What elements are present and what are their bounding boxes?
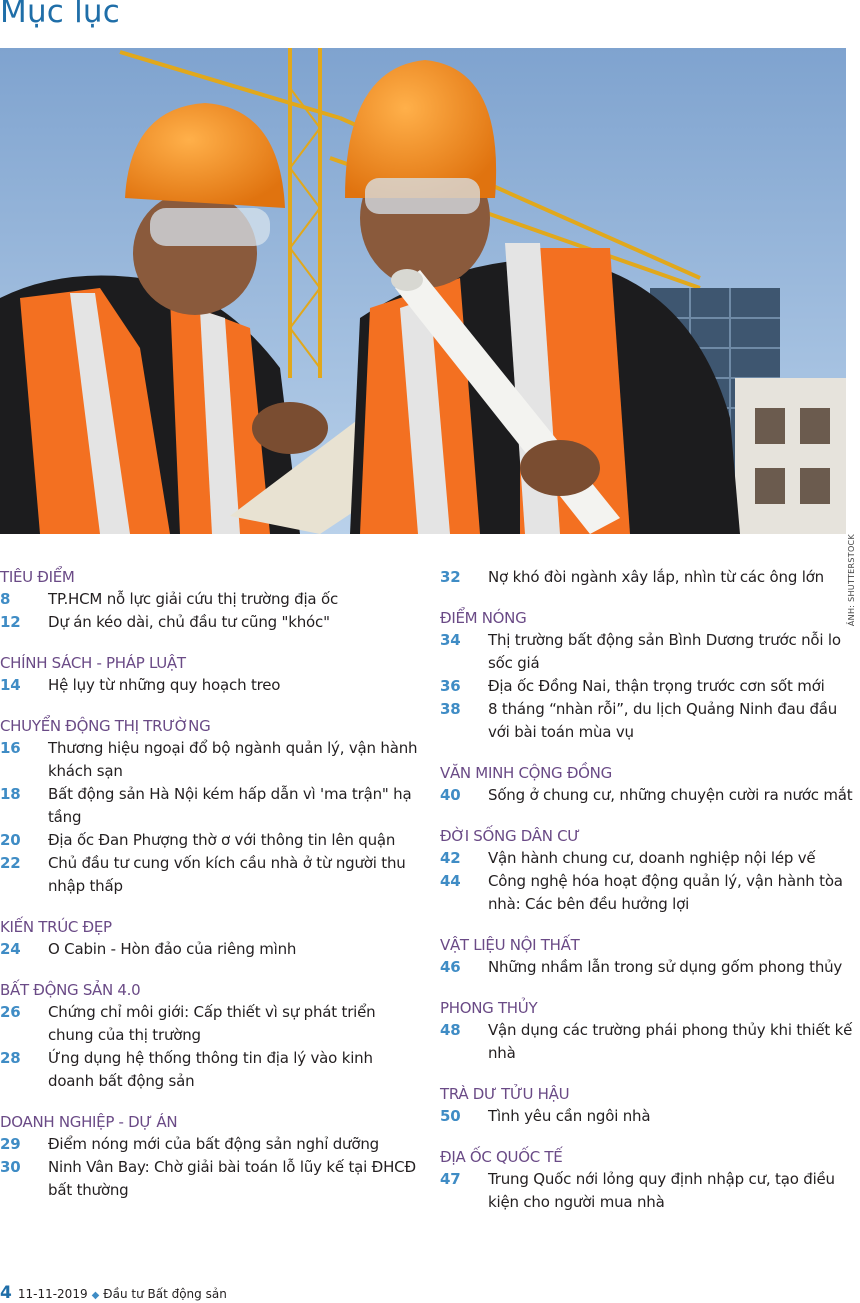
toc-entry[interactable] [0, 1156, 420, 1202]
page-number: 36 [440, 677, 461, 695]
section-title: TIÊU ĐIỂM [0, 568, 75, 586]
toc-entry[interactable] [0, 588, 420, 611]
page-number: 20 [0, 831, 21, 849]
diamond-icon: ◆ [91, 1290, 100, 1301]
article-title: Trung Quốc nới lỏng quy định nhập cư, tạo điều kiện cho người mua nhà [488, 1170, 835, 1211]
toc-entry[interactable] [440, 784, 860, 807]
toc-entry[interactable] [440, 1019, 860, 1065]
page-number: 50 [440, 1107, 461, 1125]
page-number: 46 [440, 958, 461, 976]
toc-section [440, 566, 860, 589]
page-number: 47 [440, 1170, 461, 1188]
page-number: 12 [0, 613, 21, 631]
toc-entry[interactable] [0, 1001, 420, 1047]
footer-magazine-name: Đầu tư Bất động sản [103, 1287, 227, 1301]
toc-entry[interactable] [0, 938, 420, 961]
page-number: 30 [0, 1158, 21, 1176]
section-title: TRÀ DƯ TỬU HẬU [440, 1085, 570, 1103]
footer-page-number: 4 [0, 1283, 12, 1303]
section-title: ĐỜI SỐNG DÂN CƯ [440, 827, 580, 845]
toc-left-column [0, 566, 420, 1220]
page-number: 42 [440, 849, 461, 867]
toc-entry[interactable] [0, 611, 420, 634]
article-title: Thương hiệu ngoại đổ bộ ngành quản lý, vận hành khách sạn [48, 739, 418, 780]
section-title: PHONG THỦY [440, 999, 538, 1017]
toc-section [440, 825, 860, 916]
toc-section [0, 652, 420, 697]
page-number: 22 [0, 854, 21, 872]
toc-entry[interactable] [440, 675, 860, 698]
toc-entry[interactable] [440, 956, 860, 979]
toc-section [440, 1146, 860, 1214]
toc-section [0, 979, 420, 1093]
article-title: Địa ốc Đan Phượng thờ ơ với thông tin lên quận [48, 831, 396, 849]
page-number: 32 [440, 568, 461, 586]
article-title: Công nghệ hóa hoạt động quản lý, vận hành tòa nhà: Các bên đều hưởng lợi [488, 872, 843, 913]
page-title: Mục lục [0, 0, 120, 30]
article-title: Thị trường bất động sản Bình Dương trước nỗi lo sốc giá [488, 631, 841, 672]
toc-entry[interactable] [440, 1168, 860, 1214]
article-title: Vận hành chung cư, doanh nghiệp nội lép vế [488, 849, 816, 867]
toc-entry[interactable] [0, 674, 420, 697]
article-title: Chủ đầu tư cung vốn kích cầu nhà ở từ người thu nhập thấp [48, 854, 406, 895]
toc-section [440, 934, 860, 979]
toc-entry[interactable] [0, 852, 420, 898]
article-title: Tình yêu cần ngôi nhà [488, 1107, 651, 1125]
section-title: CHÍNH SÁCH - PHÁP LUẬT [0, 654, 186, 672]
article-title: Sống ở chung cư, những chuyện cười ra nước mắt [488, 786, 853, 804]
toc-section [440, 607, 860, 744]
page-number: 16 [0, 739, 21, 757]
footer-date: 11-11-2019 [17, 1287, 88, 1301]
article-title: Những nhầm lẫn trong sử dụng gốm phong thủy [488, 958, 843, 976]
page-number: 44 [440, 872, 461, 890]
article-title: Dự án kéo dài, chủ đầu tư cũng "khóc" [48, 613, 330, 631]
page-number: 26 [0, 1003, 21, 1021]
section-title: ĐIỂM NÓNG [440, 609, 527, 627]
page-number: 38 [440, 700, 461, 718]
article-title: TP.HCM nỗ lực giải cứu thị trường địa ốc [48, 590, 339, 608]
toc-section [0, 566, 420, 634]
page-number: 40 [440, 786, 461, 804]
section-title: ĐỊA ỐC QUỐC TẾ [440, 1148, 563, 1166]
page-number: 29 [0, 1135, 21, 1153]
toc-section [440, 997, 860, 1065]
toc-entry[interactable] [440, 629, 860, 675]
page-number: 34 [440, 631, 461, 649]
section-title: CHUYỂN ĐỘNG THỊ TRƯỜNG [0, 717, 211, 735]
toc-entry[interactable] [0, 829, 420, 852]
article-title: O Cabin - Hòn đảo của riêng mình [48, 940, 297, 958]
toc-section [0, 916, 420, 961]
toc-section [0, 1111, 420, 1202]
article-title: Ứng dụng hệ thống thông tin địa lý vào kinh doanh bất động sản [48, 1049, 373, 1090]
toc-section [440, 1083, 860, 1128]
section-title: KIẾN TRÚC ĐẸP [0, 918, 112, 936]
page-number: 28 [0, 1049, 21, 1067]
page-number: 18 [0, 785, 21, 803]
page-number: 48 [440, 1021, 461, 1039]
section-title: BẤT ĐỘNG SẢN 4.0 [0, 981, 141, 999]
toc-entry[interactable] [0, 1047, 420, 1093]
photo-credit: ẢNH: SHUTTERSTOCK [847, 534, 856, 627]
toc-right-column [440, 566, 860, 1232]
page-footer [0, 1283, 227, 1303]
toc-section [440, 762, 860, 807]
section-title: DOANH NGHIỆP - DỰ ÁN [0, 1113, 178, 1131]
toc-entry[interactable] [0, 737, 420, 783]
toc-entry[interactable] [440, 870, 860, 916]
article-title: Hệ lụy từ những quy hoạch treo [48, 676, 281, 694]
page-number: 8 [0, 590, 11, 608]
toc-entry[interactable] [440, 847, 860, 870]
page-number: 14 [0, 676, 21, 694]
hero-photo [0, 48, 846, 534]
section-title: VẬT LIỆU NỘI THẤT [440, 936, 580, 954]
article-title: Địa ốc Đồng Nai, thận trọng trước cơn sốt mới [488, 677, 825, 695]
toc-entry[interactable] [440, 566, 860, 589]
article-title: Ninh Vân Bay: Chờ giải bài toán lỗ lũy kế tại ĐHCĐ bất thường [48, 1158, 416, 1199]
toc-section [0, 715, 420, 898]
article-title: Vận dụng các trường phái phong thủy khi thiết kế nhà [488, 1021, 853, 1062]
page-number: 24 [0, 940, 21, 958]
section-title: VĂN MINH CỘNG ĐỒNG [440, 764, 612, 782]
article-title: Nợ khó đòi ngành xây lắp, nhìn từ các ông lớn [488, 568, 824, 586]
toc-entry[interactable] [440, 1105, 860, 1128]
article-title: 8 tháng “nhàn rỗi”, du lịch Quảng Ninh đau đầu với bài toán mùa vụ [488, 700, 838, 741]
article-title: Chứng chỉ môi giới: Cấp thiết vì sự phát triển chung của thị trường [48, 1003, 376, 1044]
toc-entry[interactable] [440, 698, 860, 744]
toc-entry[interactable] [0, 1133, 420, 1156]
article-title: Điểm nóng mới của bất động sản nghỉ dưỡng [48, 1135, 379, 1153]
toc-entry[interactable] [0, 783, 420, 829]
article-title: Bất động sản Hà Nội kém hấp dẫn vì 'ma trận" hạ tầng [48, 785, 412, 826]
